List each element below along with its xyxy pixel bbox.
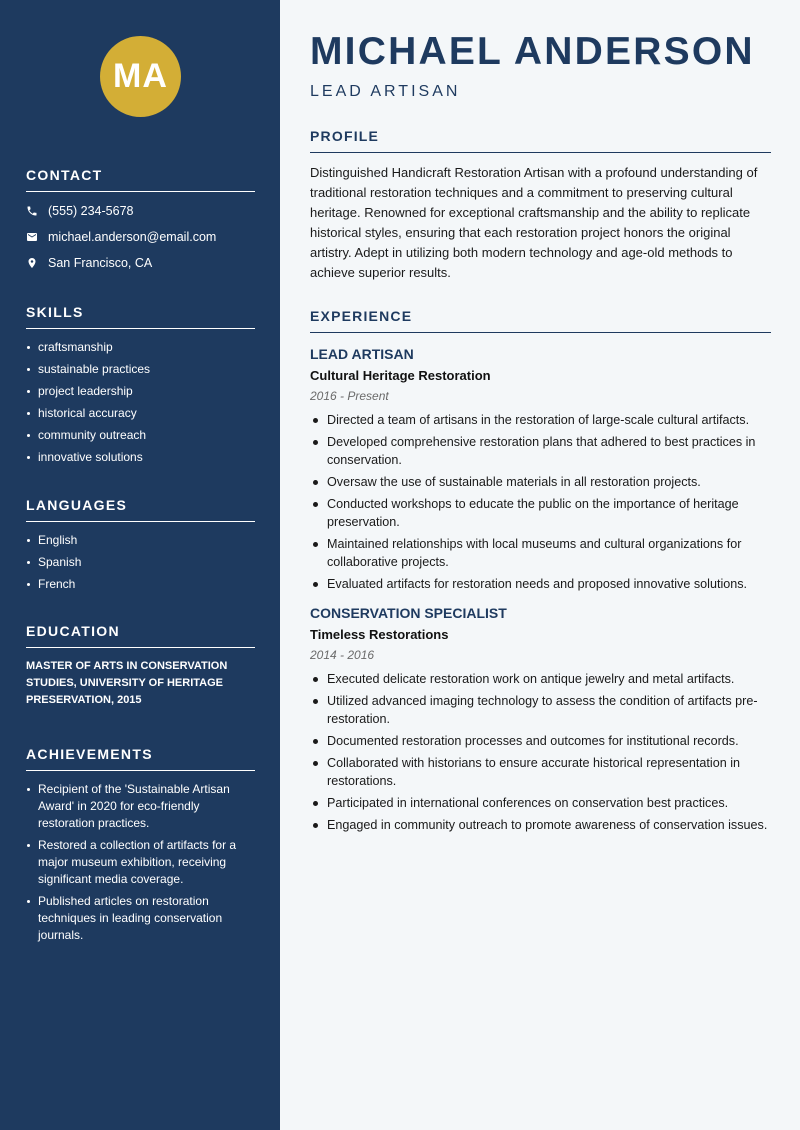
experience-section bbox=[310, 308, 771, 838]
job-bullet: Utilized advanced imaging technology to assess the condition of artifacts pre-restoration. bbox=[310, 692, 771, 728]
language-item: English bbox=[26, 532, 255, 549]
avatar-initials: MA bbox=[113, 57, 168, 95]
achievement-item: Restored a collection of artifacts for a major museum exhibition, receiving significant media coverage. bbox=[26, 837, 255, 888]
job-bullet: Maintained relationships with local museums and cultural organizations for collaborative projects. bbox=[310, 535, 771, 571]
language-item: Spanish bbox=[26, 554, 255, 571]
mail-icon bbox=[26, 231, 48, 243]
education-heading: EDUCATION bbox=[26, 623, 255, 648]
contact-email bbox=[26, 224, 255, 250]
achievements-heading: ACHIEVEMENTS bbox=[26, 746, 255, 771]
person-name: MICHAEL ANDERSON bbox=[310, 30, 755, 73]
languages-section bbox=[26, 497, 255, 598]
job-bullet: Oversaw the use of sustainable materials in all restoration projects. bbox=[310, 473, 771, 491]
job-entry bbox=[310, 346, 771, 593]
skill-item: project leadership bbox=[26, 383, 255, 400]
achievement-item: Recipient of the 'Sustainable Artisan Award' in 2020 for eco-friendly restoration practices. bbox=[26, 781, 255, 832]
contact-section bbox=[26, 167, 255, 276]
contact-location bbox=[26, 250, 255, 276]
achievements-list bbox=[26, 781, 255, 944]
job-entry bbox=[310, 605, 771, 834]
skill-item: innovative solutions bbox=[26, 449, 255, 466]
experience-heading: EXPERIENCE bbox=[310, 308, 771, 333]
skill-item: craftsmanship bbox=[26, 339, 255, 356]
sidebar bbox=[0, 0, 280, 1130]
contact-heading: CONTACT bbox=[26, 167, 255, 192]
job-dates: 2016 - Present bbox=[310, 389, 389, 403]
email-text[interactable]: michael.anderson@email.com bbox=[48, 230, 217, 244]
skill-item: sustainable practices bbox=[26, 361, 255, 378]
profile-text: Distinguished Handicraft Restoration Artisan with a profound understanding of traditional restoration techniques and a commitment to preserving cultural heritage. Renowned for exceptional craftsmanship and the ability to replicate historical styles, ensuring that each restoration project honors the original artistry. Adept in utilizing both modern technology and age-old methods to achieve superior results. bbox=[310, 165, 758, 280]
skill-item: historical accuracy bbox=[26, 405, 255, 422]
achievement-item: Published articles on restoration techniques in leading conservation journals. bbox=[26, 893, 255, 944]
job-bullet: Evaluated artifacts for restoration needs and proposed innovative solutions. bbox=[310, 575, 771, 593]
profile-heading: PROFILE bbox=[310, 128, 771, 153]
job-bullet: Directed a team of artisans in the restoration of large-scale cultural artifacts. bbox=[310, 411, 771, 429]
phone-icon bbox=[26, 205, 48, 217]
skill-item: community outreach bbox=[26, 427, 255, 444]
job-bullet: Participated in international conferences on conservation best practices. bbox=[310, 794, 771, 812]
job-bullets bbox=[310, 411, 771, 593]
job-role: LEAD ARTISAN bbox=[310, 346, 414, 362]
job-bullet: Conducted workshops to educate the public on the importance of heritage preservation. bbox=[310, 495, 771, 531]
job-role: CONSERVATION SPECIALIST bbox=[310, 605, 507, 621]
job-bullet: Executed delicate restoration work on antique jewelry and metal artifacts. bbox=[310, 670, 771, 688]
job-bullet: Documented restoration processes and outcomes for institutional records. bbox=[310, 732, 771, 750]
languages-list bbox=[26, 532, 255, 593]
job-title: LEAD ARTISAN bbox=[310, 83, 461, 100]
location-pin-icon bbox=[26, 257, 48, 269]
job-company: Timeless Restorations bbox=[310, 627, 449, 642]
job-dates: 2014 - 2016 bbox=[310, 648, 375, 662]
languages-heading: LANGUAGES bbox=[26, 497, 255, 522]
language-item: French bbox=[26, 576, 255, 593]
location-text: San Francisco, CA bbox=[48, 256, 153, 270]
avatar bbox=[100, 36, 181, 117]
job-bullet: Collaborated with historians to ensure accurate historical representation in restorations. bbox=[310, 754, 771, 790]
contact-phone bbox=[26, 198, 255, 224]
phone-text[interactable]: (555) 234-5678 bbox=[48, 204, 134, 218]
profile-section bbox=[310, 128, 771, 283]
education-text: MASTER OF ARTS IN CONSERVATION STUDIES, UNIVERSITY OF HERITAGE PRESERVATION, 2015 bbox=[26, 660, 228, 706]
job-company: Cultural Heritage Restoration bbox=[310, 368, 491, 383]
achievements-section bbox=[26, 746, 255, 949]
skills-section bbox=[26, 304, 255, 471]
skills-list bbox=[26, 339, 255, 466]
job-bullet: Engaged in community outreach to promote awareness of conservation issues. bbox=[310, 816, 771, 834]
education-section bbox=[26, 623, 255, 709]
job-bullet: Developed comprehensive restoration plans that adhered to best practices in conservation. bbox=[310, 433, 771, 469]
job-bullets bbox=[310, 670, 771, 834]
skills-heading: SKILLS bbox=[26, 304, 255, 329]
